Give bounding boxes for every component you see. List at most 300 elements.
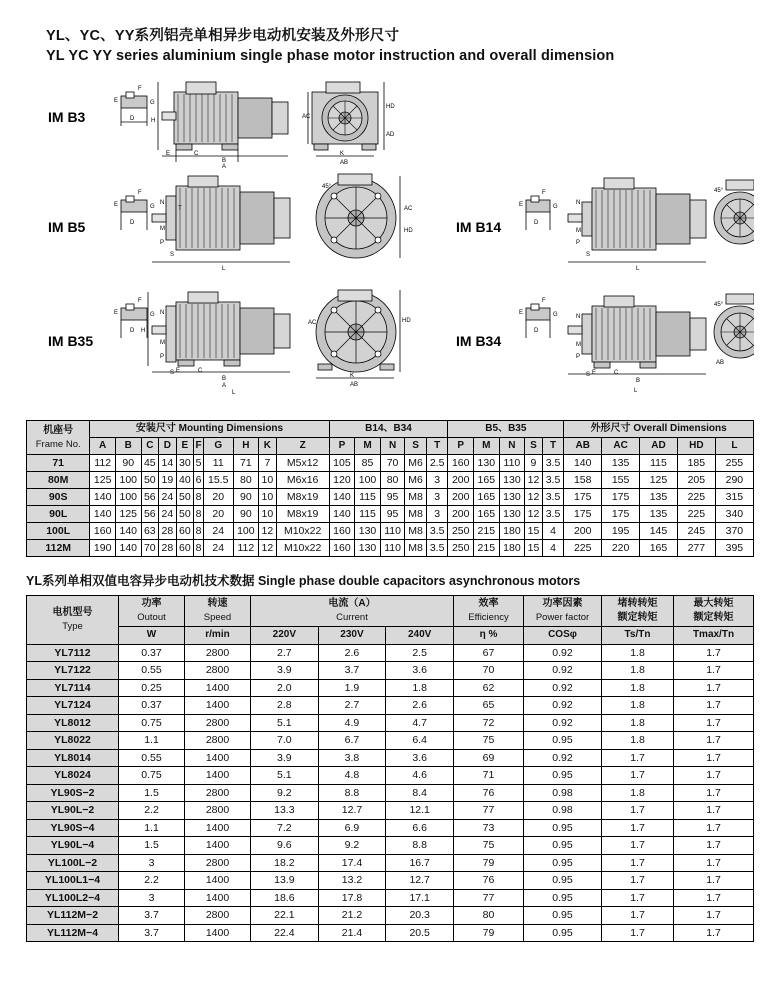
- svg-text:S: S: [170, 252, 175, 258]
- svg-text:E: E: [114, 202, 119, 208]
- svg-text:B: B: [222, 158, 227, 164]
- elec-cell-a230: 2.7: [318, 697, 386, 715]
- dim-col-z-9: Z: [276, 438, 329, 455]
- dim-cell-p: 160: [448, 455, 474, 472]
- elec-cell-power: 0.37: [119, 644, 185, 662]
- dim-cell-g: 24: [203, 523, 233, 540]
- elec-cell-a230: 2.6: [318, 644, 386, 662]
- elec-cell-a230: 3.7: [318, 662, 386, 680]
- elec-cell-tmax: 1.7: [674, 749, 754, 767]
- dim-cell-ab: 175: [564, 489, 602, 506]
- th-locked-torque: 堵转转矩 额定转矩: [602, 596, 674, 627]
- elec-cell-pf: 0.95: [524, 767, 602, 785]
- svg-text:D: D: [534, 220, 539, 226]
- elec-cell-a220: 5.1: [251, 767, 319, 785]
- dim-cell-ac: 155: [602, 472, 640, 489]
- elec-cell-power: 0.55: [119, 749, 185, 767]
- svg-text:D: D: [130, 220, 135, 226]
- th-current: 电流（A） Current: [251, 596, 454, 627]
- elec-cell-pf: 0.95: [524, 907, 602, 925]
- drawing-label-b35: IM B35: [48, 333, 94, 349]
- dim-cell-s: 15: [525, 523, 543, 540]
- dim-cell-k: 7: [259, 455, 277, 472]
- elec-cell-pf: 0.92: [524, 644, 602, 662]
- dim-cell-n: 110: [499, 455, 525, 472]
- elec-cell-power: 1.1: [119, 819, 185, 837]
- elec-cell-a240: 2.6: [386, 697, 454, 715]
- dim-cell-m: 130: [355, 540, 381, 557]
- elec-cell-type: YL90L−4: [27, 837, 119, 855]
- elec-cell-pf: 0.95: [524, 889, 602, 907]
- elec-cell-tmax: 1.7: [674, 679, 754, 697]
- table-row: [27, 679, 754, 697]
- elec-cell-speed: 1400: [185, 697, 251, 715]
- elec-cell-pf: 0.92: [524, 714, 602, 732]
- dim-cell-s: M8: [405, 523, 427, 540]
- elec-cell-a240: 2.5: [386, 644, 454, 662]
- elec-cell-a240: 8.8: [386, 837, 454, 855]
- dim-col-d-3: D: [159, 438, 177, 455]
- table-row: [27, 854, 754, 872]
- dimension-table-col-header: [27, 438, 754, 455]
- elec-cell-speed: 1400: [185, 767, 251, 785]
- elec-subcol-4: 240V: [386, 627, 454, 645]
- dim-cell-ab: 225: [564, 540, 602, 557]
- dim-cell-h: 71: [233, 455, 259, 472]
- table-row: [27, 767, 754, 785]
- elec-cell-a230: 1.9: [318, 679, 386, 697]
- dim-cell-z: M6x16: [276, 472, 329, 489]
- elec-cell-eff: 76: [454, 872, 524, 890]
- elec-cell-tmax: 1.7: [674, 784, 754, 802]
- svg-text:M: M: [160, 226, 165, 232]
- dim-cell-t: 2.5: [426, 455, 448, 472]
- dim-cell-c: 56: [141, 506, 159, 523]
- dim-cell-h: 90: [233, 506, 259, 523]
- dim-col-l-24: L: [715, 438, 753, 455]
- elec-cell-a240: 12.1: [386, 802, 454, 820]
- dim-cell-p: 120: [329, 472, 355, 489]
- dim-cell-e: 50: [176, 489, 194, 506]
- svg-text:P: P: [576, 354, 581, 360]
- elec-cell-speed: 2800: [185, 662, 251, 680]
- dim-cell-hd: 277: [677, 540, 715, 557]
- svg-text:P: P: [576, 240, 581, 246]
- elec-cell-ts: 1.7: [602, 854, 674, 872]
- dim-cell-k: 12: [259, 540, 277, 557]
- dim-cell-h: 80: [233, 472, 259, 489]
- elec-cell-eff: 77: [454, 889, 524, 907]
- elec-cell-tmax: 1.7: [674, 697, 754, 715]
- elec-cell-eff: 75: [454, 732, 524, 750]
- dim-cell-n: 70: [380, 455, 405, 472]
- elec-cell-a220: 22.4: [251, 924, 319, 942]
- dim-cell-m: 215: [474, 540, 500, 557]
- table-row: [27, 697, 754, 715]
- elec-cell-type: YL8014: [27, 749, 119, 767]
- elec-cell-type: YL7112: [27, 644, 119, 662]
- dim-cell-n: 180: [499, 540, 525, 557]
- svg-text:M: M: [576, 228, 581, 234]
- dim-col-b-1: B: [115, 438, 141, 455]
- svg-text:P: P: [160, 354, 165, 360]
- elec-cell-speed: 1400: [185, 679, 251, 697]
- elec-cell-power: 0.75: [119, 714, 185, 732]
- page-title-en: YL YC YY series aluminium single phase motor instruction and overall dimension: [46, 48, 615, 64]
- elec-cell-type: YL7114: [27, 679, 119, 697]
- svg-text:K: K: [350, 373, 355, 379]
- dim-cell-m: 165: [474, 506, 500, 523]
- dim-cell-p: 140: [329, 506, 355, 523]
- dim-cell-s: 15: [525, 540, 543, 557]
- table-row: [27, 802, 754, 820]
- elec-cell-eff: 79: [454, 924, 524, 942]
- svg-text:45°: 45°: [714, 302, 724, 308]
- elec-cell-speed: 1400: [185, 749, 251, 767]
- dim-cell-t: 3.5: [542, 455, 564, 472]
- svg-text:L: L: [232, 390, 236, 396]
- elec-cell-ts: 1.7: [602, 907, 674, 925]
- svg-text:S: S: [586, 372, 591, 378]
- elec-cell-a230: 17.8: [318, 889, 386, 907]
- dim-cell-z: M10x22: [276, 523, 329, 540]
- drawing-label-b34: IM B34: [456, 333, 502, 349]
- elec-cell-pf: 0.95: [524, 732, 602, 750]
- table-row: [27, 714, 754, 732]
- elec-cell-tmax: 1.7: [674, 662, 754, 680]
- elec-subcol-6: COSφ: [524, 627, 602, 645]
- dim-cell-b: 125: [115, 506, 141, 523]
- dim-cell-m: 215: [474, 523, 500, 540]
- dim-cell-p: 200: [448, 506, 474, 523]
- elec-cell-tmax: 1.7: [674, 714, 754, 732]
- elec-cell-a220: 5.1: [251, 714, 319, 732]
- dim-cell-e: 60: [176, 523, 194, 540]
- th-overall: 外形尺寸 Overall Dimensions: [564, 421, 754, 438]
- elec-cell-power: 1.5: [119, 784, 185, 802]
- svg-text:F: F: [138, 190, 142, 196]
- svg-text:N: N: [576, 200, 581, 206]
- elec-cell-speed: 2800: [185, 784, 251, 802]
- svg-text:D: D: [130, 116, 135, 122]
- drawing-row-b5-b14: [26, 170, 754, 288]
- elec-cell-tmax: 1.7: [674, 889, 754, 907]
- dim-cell-ab: 158: [564, 472, 602, 489]
- elec-cell-a220: 3.9: [251, 749, 319, 767]
- dim-cell-c: 50: [141, 472, 159, 489]
- elec-cell-ts: 1.8: [602, 644, 674, 662]
- dim-cell-a: 140: [90, 506, 116, 523]
- dim-col-m-16: M: [474, 438, 500, 455]
- drawing-row-b35-b34: [26, 288, 754, 404]
- elec-cell-tmax: 1.7: [674, 854, 754, 872]
- elec-cell-ts: 1.7: [602, 837, 674, 855]
- elec-cell-power: 0.37: [119, 697, 185, 715]
- dim-cell-ac: 175: [602, 489, 640, 506]
- table-row: [27, 662, 754, 680]
- elec-cell-speed: 1400: [185, 837, 251, 855]
- dim-cell-p: 250: [448, 540, 474, 557]
- elec-cell-type: YL100L−2: [27, 854, 119, 872]
- elec-cell-a230: 4.9: [318, 714, 386, 732]
- svg-text:F: F: [542, 298, 546, 304]
- dim-cell-n: 95: [380, 489, 405, 506]
- dim-cell-n: 110: [380, 523, 405, 540]
- dim-col-p-15: P: [448, 438, 474, 455]
- th-frame-no: [27, 421, 90, 455]
- dim-cell-p: 160: [329, 523, 355, 540]
- elec-cell-a230: 3.8: [318, 749, 386, 767]
- elec-cell-power: 1.5: [119, 837, 185, 855]
- svg-text:D: D: [130, 328, 135, 334]
- dim-cell-ab: 200: [564, 523, 602, 540]
- elec-cell-a230: 17.4: [318, 854, 386, 872]
- elec-cell-tmax: 1.7: [674, 767, 754, 785]
- elec-cell-eff: 72: [454, 714, 524, 732]
- svg-text:45°: 45°: [322, 184, 332, 190]
- svg-text:F: F: [542, 190, 546, 196]
- dim-cell-t: 3: [426, 489, 448, 506]
- elec-cell-tmax: 1.7: [674, 907, 754, 925]
- table-row: [27, 523, 754, 540]
- page-title-cn: YL、YC、YY系列铝壳单相异步电动机安装及外形尺寸: [46, 28, 400, 44]
- th-b14-b34: B14、B34: [329, 421, 448, 438]
- elec-cell-tmax: 1.7: [674, 924, 754, 942]
- dim-cell-g: 20: [203, 489, 233, 506]
- elec-cell-type: YL112M−4: [27, 924, 119, 942]
- svg-text:AB: AB: [340, 160, 349, 166]
- dim-cell-h: 100: [233, 523, 259, 540]
- elec-cell-eff: 67: [454, 644, 524, 662]
- th-frame-en: Frame No.: [35, 438, 81, 450]
- elec-subcol-2: 220V: [251, 627, 319, 645]
- dim-cell-g: 11: [203, 455, 233, 472]
- elec-cell-speed: 1400: [185, 889, 251, 907]
- table-row: [27, 872, 754, 890]
- dim-cell-m: 100: [355, 472, 381, 489]
- svg-text:A: A: [222, 164, 227, 170]
- dim-col-t-19: T: [542, 438, 564, 455]
- dim-cell-t: 3.5: [426, 540, 448, 557]
- elec-cell-a230: 4.8: [318, 767, 386, 785]
- dim-cell-ab: 140: [564, 455, 602, 472]
- elec-cell-power: 3: [119, 854, 185, 872]
- svg-text:B: B: [222, 376, 227, 382]
- svg-text:G: G: [553, 312, 558, 318]
- elec-cell-pf: 0.98: [524, 784, 602, 802]
- elec-subcol-3: 230V: [318, 627, 386, 645]
- dim-cell-g: 24: [203, 540, 233, 557]
- dim-cell-n: 110: [380, 540, 405, 557]
- dim-col-a-0: A: [90, 438, 116, 455]
- svg-text:E: E: [592, 370, 597, 376]
- svg-text:E: E: [114, 98, 119, 104]
- svg-text:H: H: [151, 118, 156, 124]
- elec-cell-speed: 2800: [185, 732, 251, 750]
- elec-cell-type: YL100L1−4: [27, 872, 119, 890]
- dim-cell-b: 100: [115, 489, 141, 506]
- dim-cell-hd: 205: [677, 472, 715, 489]
- elec-cell-a240: 12.7: [386, 872, 454, 890]
- svg-text:S: S: [170, 370, 175, 376]
- svg-text:L: L: [636, 266, 640, 272]
- dim-col-s-13: S: [405, 438, 427, 455]
- dim-cell-n: 130: [499, 506, 525, 523]
- svg-text:HD: HD: [402, 318, 411, 324]
- dim-cell-b: 100: [115, 472, 141, 489]
- elec-cell-pf: 0.95: [524, 872, 602, 890]
- elec-cell-speed: 2800: [185, 802, 251, 820]
- dim-cell-t: 3: [426, 472, 448, 489]
- elec-cell-a230: 8.8: [318, 784, 386, 802]
- dim-cell-ad: 125: [640, 472, 678, 489]
- elec-cell-pf: 0.95: [524, 854, 602, 872]
- elec-cell-speed: 2800: [185, 714, 251, 732]
- dim-cell-k: 10: [259, 489, 277, 506]
- elec-cell-power: 0.25: [119, 679, 185, 697]
- dim-cell-s: 12: [525, 489, 543, 506]
- elec-cell-a240: 1.8: [386, 679, 454, 697]
- th-frame-cn: 机座号: [43, 424, 74, 436]
- dim-cell-s: 12: [525, 506, 543, 523]
- dim-cell-p: 200: [448, 489, 474, 506]
- elec-cell-a230: 13.2: [318, 872, 386, 890]
- dim-cell-ac: 195: [602, 523, 640, 540]
- dim-cell-m: 165: [474, 489, 500, 506]
- dim-cell-k: 12: [259, 523, 277, 540]
- svg-text:E: E: [166, 151, 171, 157]
- svg-text:B: B: [636, 378, 641, 384]
- dim-cell-c: 70: [141, 540, 159, 557]
- dim-cell-ac: 175: [602, 506, 640, 523]
- svg-text:T: T: [178, 206, 182, 212]
- table-row: [27, 506, 754, 523]
- elec-cell-eff: 69: [454, 749, 524, 767]
- elec-cell-a240: 6.4: [386, 732, 454, 750]
- svg-text:M: M: [160, 340, 165, 346]
- dim-cell-l: 395: [715, 540, 753, 557]
- drawing-label-b5: IM B5: [48, 219, 86, 235]
- dim-cell-ad: 135: [640, 506, 678, 523]
- dim-cell-f: 8: [194, 506, 204, 523]
- dim-cell-hd: 225: [677, 506, 715, 523]
- elec-cell-a220: 7.2: [251, 819, 319, 837]
- dim-cell-f: 5: [194, 455, 204, 472]
- dim-cell-ac: 220: [602, 540, 640, 557]
- dim-cell-z: M8x19: [276, 506, 329, 523]
- dim-col-t-14: T: [426, 438, 448, 455]
- dim-cell-p: 250: [448, 523, 474, 540]
- dim-cell-a: 140: [90, 489, 116, 506]
- dim-cell-l: 370: [715, 523, 753, 540]
- th-efficiency: 效率 Efficiency: [454, 596, 524, 627]
- svg-text:G: G: [150, 312, 155, 318]
- dim-cell-l: 290: [715, 472, 753, 489]
- dim-cell-k: 10: [259, 506, 277, 523]
- dim-cell-s: M8: [405, 540, 427, 557]
- svg-text:N: N: [576, 314, 581, 320]
- dim-cell-t: 3: [426, 506, 448, 523]
- dim-cell-ad: 115: [640, 455, 678, 472]
- elec-cell-a220: 2.7: [251, 644, 319, 662]
- dim-cell-frame: 112M: [27, 540, 90, 557]
- elec-cell-ts: 1.7: [602, 924, 674, 942]
- dim-cell-m: 115: [355, 506, 381, 523]
- elec-cell-eff: 65: [454, 697, 524, 715]
- elec-cell-speed: 2800: [185, 644, 251, 662]
- elec-cell-ts: 1.7: [602, 889, 674, 907]
- table-row: [27, 749, 754, 767]
- elec-cell-ts: 1.7: [602, 802, 674, 820]
- elec-cell-a230: 6.9: [318, 819, 386, 837]
- elec-cell-pf: 0.92: [524, 679, 602, 697]
- dim-cell-ad: 135: [640, 489, 678, 506]
- dim-cell-t: 3.5: [542, 506, 564, 523]
- dim-cell-k: 10: [259, 472, 277, 489]
- svg-text:C: C: [198, 368, 203, 374]
- table-row: [27, 907, 754, 925]
- drawing-area: [26, 78, 754, 404]
- elec-cell-eff: 79: [454, 854, 524, 872]
- elec-cell-pf: 0.92: [524, 662, 602, 680]
- elec-cell-speed: 2800: [185, 907, 251, 925]
- elec-subcol-8: Tmax/Tn: [674, 627, 754, 645]
- dim-cell-f: 8: [194, 489, 204, 506]
- electrical-sub-header: [27, 627, 754, 645]
- electrical-group-header: [27, 596, 754, 627]
- dim-col-e-4: E: [176, 438, 194, 455]
- elec-cell-ts: 1.8: [602, 714, 674, 732]
- table-row: [27, 472, 754, 489]
- svg-text:HD: HD: [386, 104, 395, 110]
- elec-cell-a220: 3.9: [251, 662, 319, 680]
- elec-cell-power: 3.7: [119, 907, 185, 925]
- elec-cell-a240: 17.1: [386, 889, 454, 907]
- dim-cell-s: 12: [525, 472, 543, 489]
- table-row: [27, 819, 754, 837]
- elec-cell-type: YL7124: [27, 697, 119, 715]
- dim-cell-l: 340: [715, 506, 753, 523]
- dim-cell-h: 90: [233, 489, 259, 506]
- elec-cell-a240: 4.7: [386, 714, 454, 732]
- elec-cell-eff: 80: [454, 907, 524, 925]
- dim-col-hd-23: HD: [677, 438, 715, 455]
- elec-cell-type: YL7122: [27, 662, 119, 680]
- dim-cell-f: 6: [194, 472, 204, 489]
- elec-cell-ts: 1.8: [602, 679, 674, 697]
- elec-cell-type: YL112M−2: [27, 907, 119, 925]
- dim-col-ad-22: AD: [640, 438, 678, 455]
- elec-cell-a230: 6.7: [318, 732, 386, 750]
- th-motor-type: 电机型号 Type: [27, 596, 119, 645]
- dim-cell-hd: 245: [677, 523, 715, 540]
- dim-cell-z: M5x12: [276, 455, 329, 472]
- svg-text:S: S: [586, 252, 591, 258]
- elec-cell-power: 3.7: [119, 924, 185, 942]
- th-power: 功率 Outout: [119, 596, 185, 627]
- dim-cell-hd: 185: [677, 455, 715, 472]
- elec-cell-power: 2.2: [119, 802, 185, 820]
- elec-cell-ts: 1.7: [602, 819, 674, 837]
- elec-cell-power: 0.75: [119, 767, 185, 785]
- dim-cell-p: 200: [448, 472, 474, 489]
- elec-cell-a220: 9.6: [251, 837, 319, 855]
- elec-cell-a220: 13.9: [251, 872, 319, 890]
- svg-text:K: K: [340, 151, 345, 157]
- dim-col-s-18: S: [525, 438, 543, 455]
- svg-text:L: L: [634, 388, 638, 394]
- svg-text:G: G: [150, 204, 155, 210]
